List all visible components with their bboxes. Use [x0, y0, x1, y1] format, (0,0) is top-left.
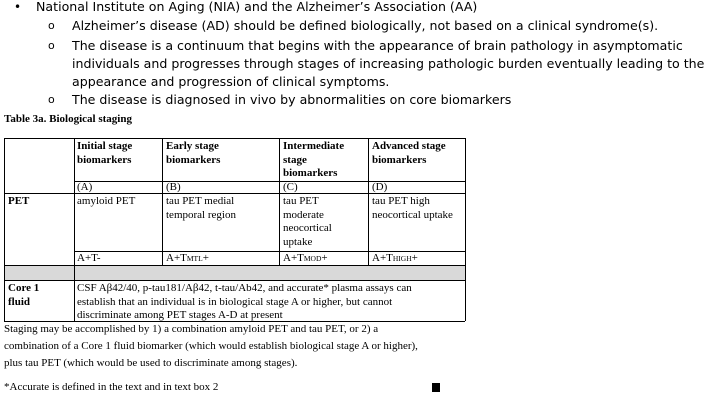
table-left-border	[4, 138, 5, 321]
pet-cell-a: amyloid PET	[77, 195, 136, 207]
stage-code-d: (D)	[372, 181, 388, 193]
column-divider	[279, 138, 280, 265]
profile-a: A+T-	[77, 252, 101, 264]
sub-bullet-text: Alzheimer’s disease (AD) should be defined biologically, not based on a clinical syndrome(s).	[72, 18, 659, 33]
stage-code-b: (B)	[166, 181, 181, 193]
circle-bullet-icon: o	[48, 39, 55, 52]
accuracy-footnote: *Accurate is defined in the text and in text box 2	[4, 381, 219, 393]
profile-c: A+TMOD+	[283, 252, 328, 264]
circle-bullet-icon: o	[48, 19, 55, 32]
bullet-main-text: National Institute on Aging (NIA) and the Alzheimer’s Association (AA)	[36, 0, 478, 14]
bullet-dot-icon: •	[14, 0, 22, 14]
pet-cell-c: tau PET moderate neocortical uptake	[283, 195, 332, 248]
header-intermediate-stage: Intermediate stage biomarkers	[283, 140, 345, 179]
profile-d: A+THIGH+	[372, 252, 418, 264]
table-right-border	[465, 138, 466, 321]
stage-code-c: (C)	[283, 181, 298, 193]
column-divider	[368, 138, 369, 265]
sub-bullet-text: The disease is a continuum that begins with the appearance of brain pathology in asymptomatic individuals and progresses through stages of increasing pathologic burden eventually leading to the appearance and progression of clinical symptoms.	[72, 38, 705, 89]
core1-fluid-description: CSF Aβ42/40, p-tau181/Aβ42, t-tau/Ab42, and accurate* plasma assays can establish that an individual is in biological stage A or higher, but cannot discriminate among PET stages A-D at present	[77, 282, 412, 321]
table-caption-title: . Biological staging	[43, 113, 132, 125]
profile-b: A+TMTL+	[166, 252, 209, 264]
header-initial-stage: Initial stage biomarkers	[77, 140, 133, 166]
row-label-pet: PET	[8, 195, 30, 207]
circle-bullet-icon: o	[48, 93, 55, 106]
pet-cell-d: tau PET high neocortical uptake	[372, 195, 453, 221]
stage-code-rule	[74, 181, 465, 182]
staging-note: Staging may be accomplished by 1) a combination amyloid PET and tau PET, or 2) a combination of a Core 1 fluid biomarker (which would establish biological stage A or higher), plus tau PET (which would be used to discriminate among stages).	[4, 323, 418, 369]
column-divider	[162, 138, 163, 265]
stage-code-a: (A)	[77, 181, 93, 193]
sub-bullet-text: The disease is diagnosed in vivo by abnormalities on core biomarkers	[72, 92, 512, 107]
header-early-stage: Early stage biomarkers	[166, 140, 221, 166]
row-label-core1-fluid: Core 1 fluid	[8, 282, 40, 308]
black-square-icon	[432, 383, 440, 392]
pet-cell-b: tau PET medial temporal region	[166, 195, 236, 221]
header-advanced-stage: Advanced stage biomarkers	[372, 140, 446, 166]
column-divider	[74, 138, 75, 321]
table-caption-label: Table 3a	[4, 113, 44, 125]
